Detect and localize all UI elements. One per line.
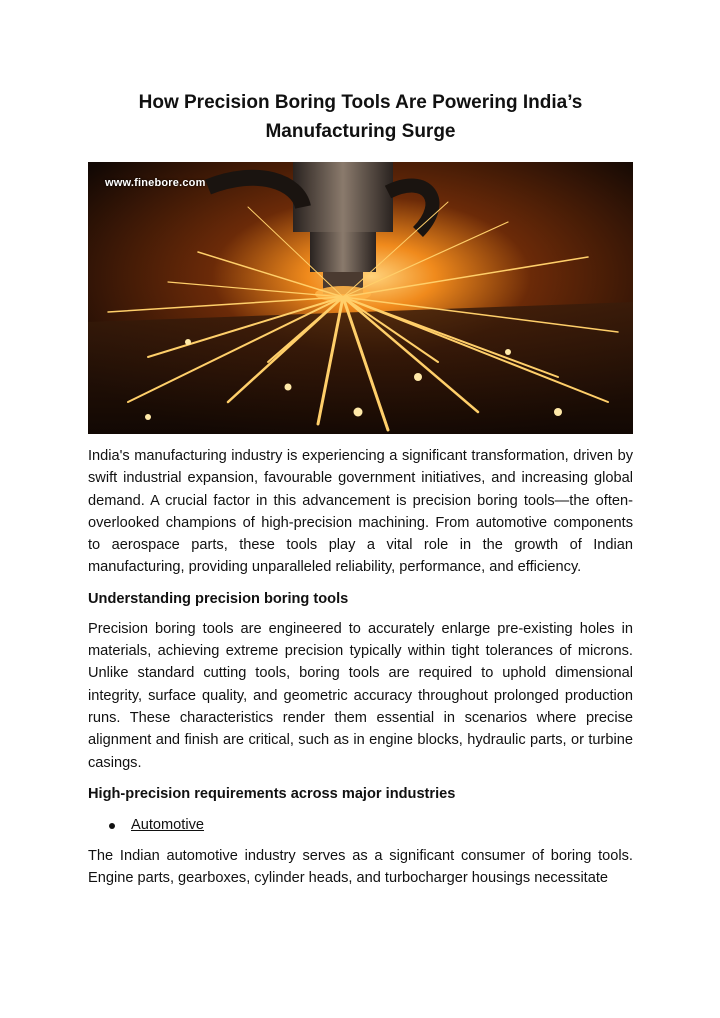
section-paragraph-understanding: Precision boring tools are engineered to accurately enlarge pre-existing holes in materials, achieving extreme precision typically within tight tolerances of microns. Unlike standard cutting tools, boring tools are required to uphold dimensional integrity, surface quality, and geometric accuracy throughout prolonged production runs. These characteristics render them essential in scenarios where precise alignment and finish are critical, such as in engine blocks, hydraulic parts, or turbine casings. [88, 620, 633, 771]
bullet-icon [109, 823, 115, 829]
bullet-link-automotive[interactable]: Automotive [131, 816, 205, 833]
list-item [88, 814, 633, 836]
section-paragraph-automotive: The Indian automotive industry serves as a significant consumer of boring tools. Engine parts, gearboxes, cylinder heads, and turbocharger housings necessitate [88, 847, 633, 887]
sparks-illustration [88, 162, 633, 434]
document-page [88, 88, 633, 889]
industry-list [88, 814, 633, 836]
image-watermark: www.finebore.com [105, 177, 206, 189]
intro-paragraph: India's manufacturing industry is experiencing a significant transformation, driven by swift industrial expansion, favourable government initiatives, and increasing global demand. A crucial factor in this advancement is precision boring tools—the often-overlooked champions of high-precision machining. From automotive components to aerospace parts, these tools play a vital role in the growth of Indian manufacturing, providing unparalleled reliability, performance, and efficiency. [88, 448, 633, 576]
section-heading-requirements: High-precision requirements across major industries [88, 785, 456, 802]
article-title: How Precision Boring Tools Are Powering India’s Manufacturing Surge [138, 92, 583, 142]
section-heading-understanding: Understanding precision boring tools [88, 590, 349, 607]
hero-image [88, 162, 633, 434]
